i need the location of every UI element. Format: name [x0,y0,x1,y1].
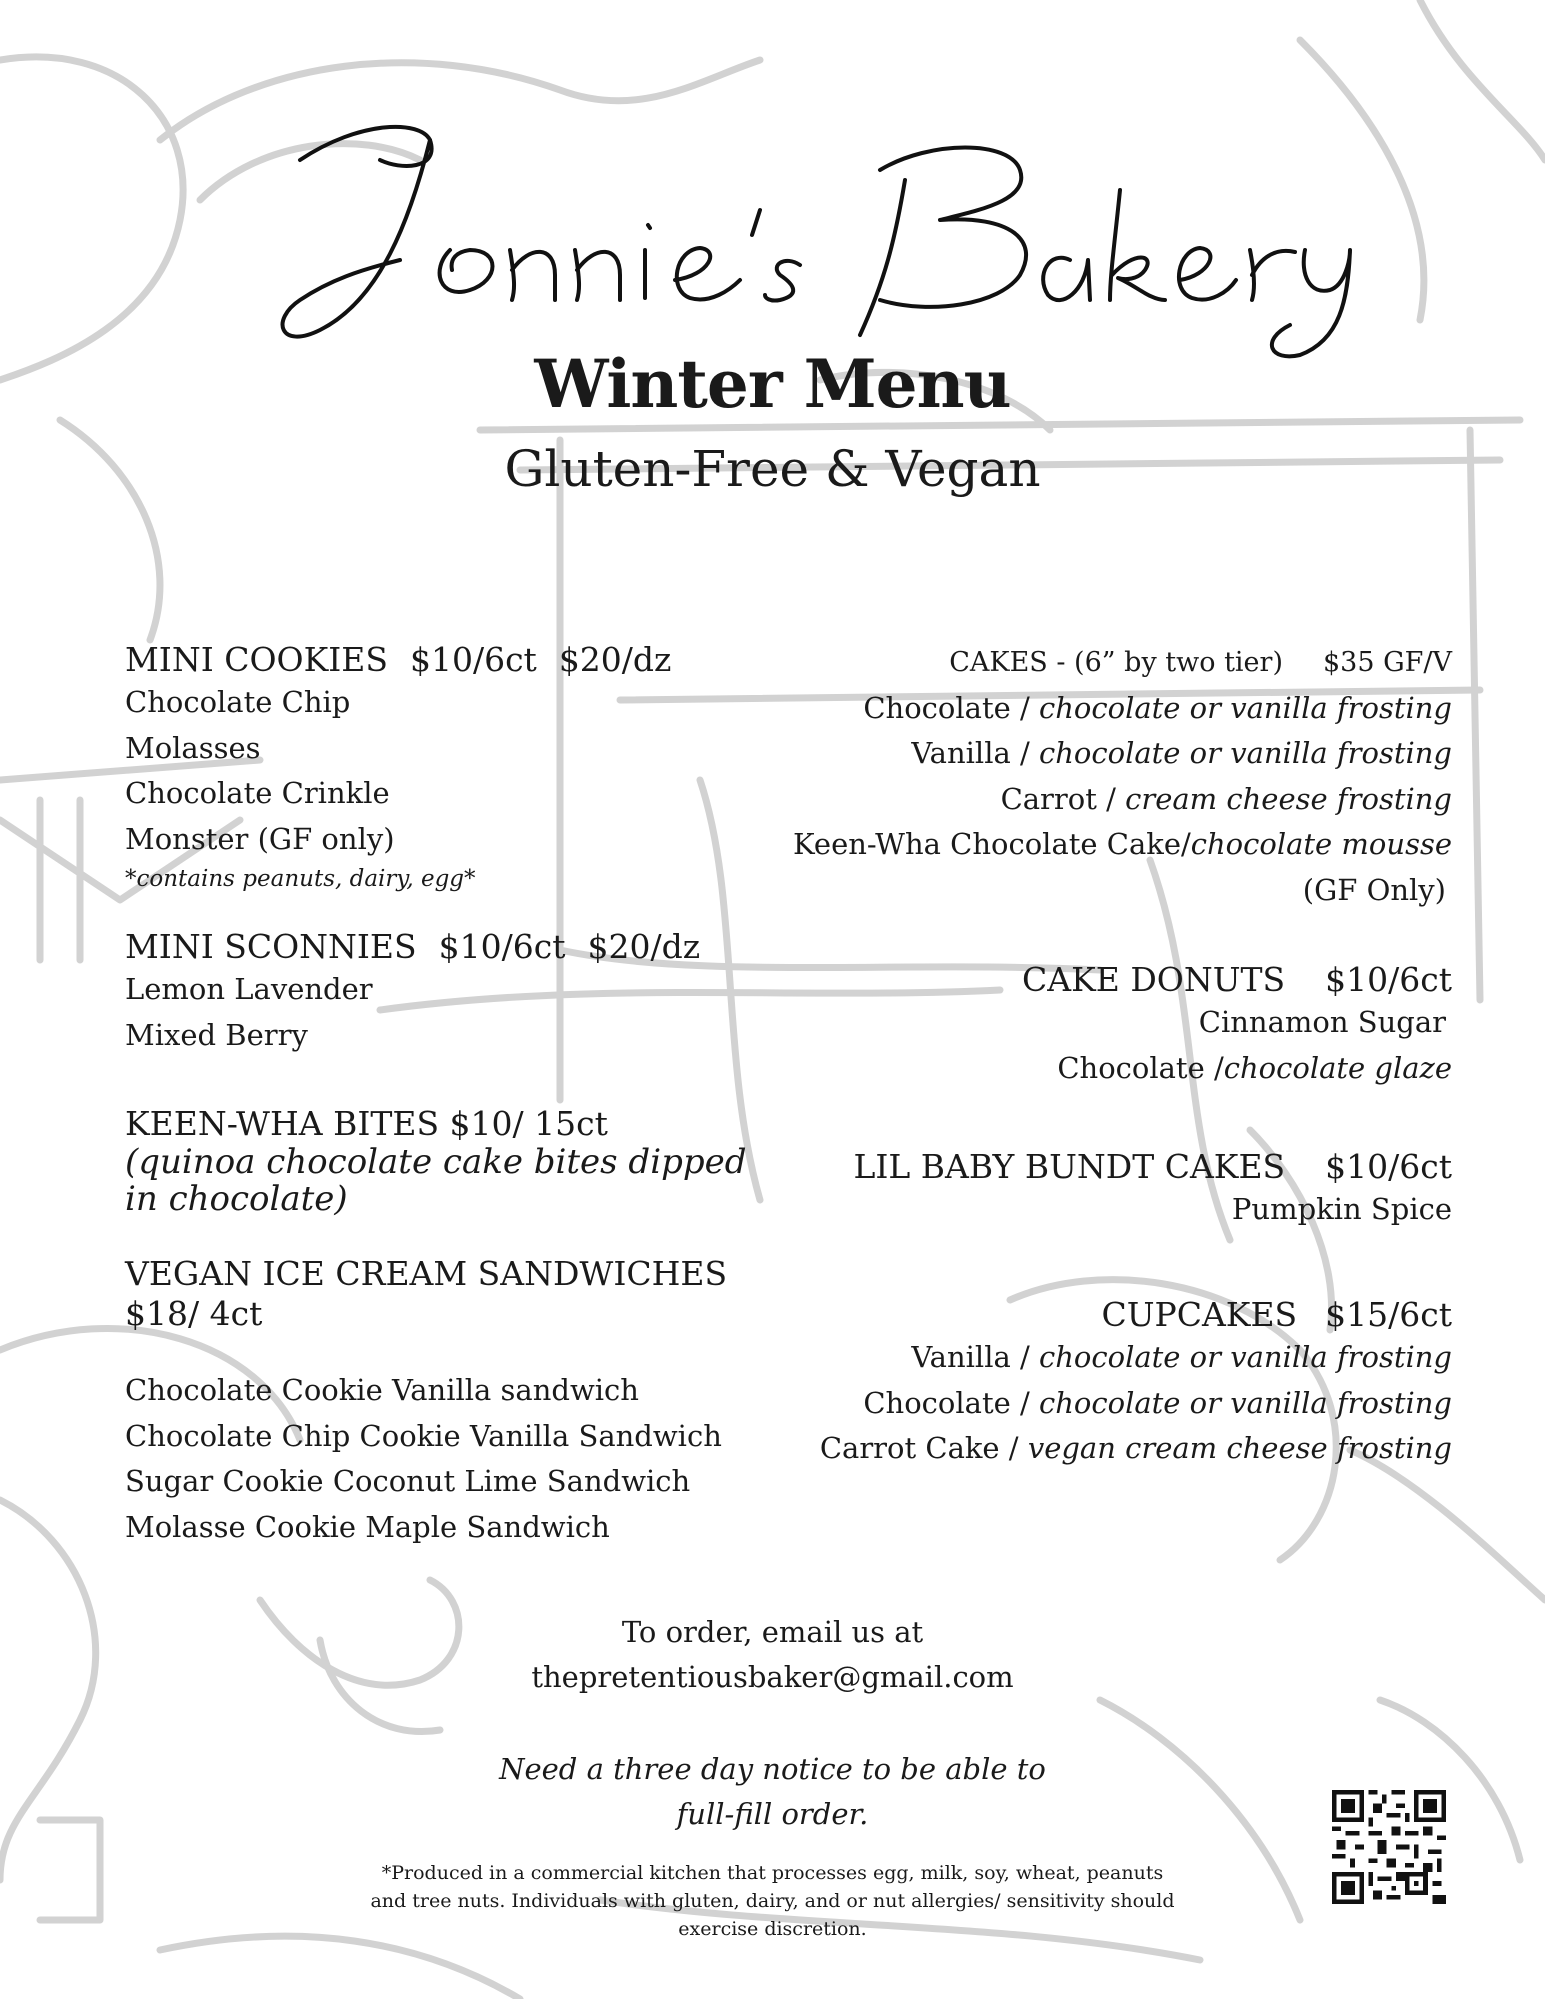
mini-sconnies-section [125,927,765,1058]
list-item: Sugar Cookie Coconut Lime Sandwich [125,1464,691,1498]
list-item [692,1426,1452,1472]
flavor: Chocolate / [863,690,1039,725]
cupcakes-price: $15/6ct [1325,1295,1452,1334]
page-title: Winter Menu [534,345,1011,423]
frosting: chocolate or vanilla frosting [1038,690,1452,725]
frosting: chocolate or vanilla frosting [1038,736,1452,770]
cupcakes-name: CUPCAKES [1101,1295,1298,1334]
disclaimer-line: *Produced in a commercial kitchen that processes egg, milk, soy, wheat, peanuts [381,1862,1164,1884]
flavor: Chocolate / [863,1385,1039,1420]
list-item: Lemon Lavender [125,972,373,1006]
disclaimer-line: and tree nuts. Individuals with gluten, dairy, and or nut allergies/ sensitivity should [370,1890,1175,1912]
list-item: Pumpkin Spice [1231,1192,1452,1226]
cakes-name: CAKES - (6” by two tier) [949,647,1283,678]
keen-wha-bites-description-line2: in chocolate) [125,1179,348,1219]
allergy-disclaimer [0,1859,1545,1943]
bundt-cakes-price: $10/6ct [1325,1147,1452,1186]
qr-code-icon[interactable] [1332,1790,1446,1904]
keen-wha-bites-section [125,1104,765,1218]
flavor: Carrot Cake / [819,1431,1028,1465]
flavor: Keen-Wha Chocolate Cake/ [793,827,1191,861]
allergen-note: *contains peanuts, dairy, egg* [125,866,476,892]
list-item [692,686,1452,732]
cupcakes-section [692,1295,1452,1472]
bundt-cakes-section [692,1147,1452,1233]
mini-cookies-name: MINI COOKIES [125,640,388,679]
cake-donuts-name: CAKE DONUTS [1022,960,1286,999]
list-item [692,822,1452,868]
frosting: chocolate mousse [1190,827,1452,861]
list-item: Chocolate Cookie Vanilla sandwich [125,1373,639,1407]
list-item [692,1335,1452,1381]
mini-sconnies-name: MINI SCONNIES [125,927,417,966]
bundt-cakes-heading [692,1147,1452,1187]
cakes-heading [692,640,1452,686]
frosting: vegan cream cheese frosting [1027,1431,1452,1465]
list-item: Molasse Cookie Maple Sandwich [125,1509,610,1544]
notice-line: full-fill order. [676,1797,869,1831]
frosting: chocolate or vanilla frosting [1038,1340,1452,1374]
keen-wha-bites-heading: KEEN-WHA BITES $10/ 15ct [125,1104,608,1143]
ice-cream-sandwiches-list [125,1368,765,1550]
order-instruction: To order, email us at [621,1615,924,1649]
flavor: Chocolate / [1057,1050,1224,1085]
disclaimer-line: exercise discretion. [678,1918,867,1940]
frosting: chocolate or vanilla frosting [1038,1385,1452,1420]
list-item: Cinnamon Sugar [1198,1005,1446,1039]
mini-sconnies-price-6ct: $10/6ct [438,927,566,966]
list-item: Chocolate Chip [125,685,351,719]
ice-cream-sandwiches-price: $18/ 4ct [125,1294,263,1333]
list-item [692,1381,1452,1427]
ice-cream-sandwiches-heading: VEGAN ICE CREAM SANDWICHES [125,1254,728,1293]
mini-cookies-price-6ct: $10/6ct [409,640,537,679]
list-item [692,1046,1452,1092]
list-item: Molasses [125,730,261,765]
list-item [692,731,1452,777]
cakes-gf-note: (GF Only) [1302,872,1446,907]
cake-donuts-heading [692,960,1452,1000]
bakery-script-logo [0,100,1545,360]
bundt-cakes-name: LIL BABY BUNDT CAKES [853,1147,1286,1186]
flavor: Vanilla / [911,736,1039,770]
glaze: chocolate glaze [1223,1050,1452,1085]
flavor: Carrot / [1000,781,1126,816]
ice-cream-sandwiches-section [125,1254,765,1334]
cake-donuts-section [692,960,1452,1091]
page-subtitle: Gluten-Free & Vegan [504,440,1041,498]
list-item: Monster (GF only) [125,821,395,856]
flavor: Vanilla / [911,1340,1039,1374]
keen-wha-bites-description-line1: (quinoa chocolate cake bites dipped [125,1142,747,1182]
list-item: Chocolate Crinkle [125,776,390,810]
mini-cookies-heading [125,640,765,680]
cake-donuts-price: $10/6ct [1325,960,1452,999]
list-item [692,777,1452,823]
mini-cookies-price-dozen: $20/dz [558,640,672,679]
cakes-section [692,640,1452,913]
mini-cookies-section [125,640,765,896]
order-info [0,1610,1545,1700]
order-email-link[interactable]: thepretentiousbaker@gmail.com [531,1660,1014,1694]
list-item: Chocolate Chip Cookie Vanilla Sandwich [125,1418,722,1453]
notice-info [0,1747,1545,1837]
frosting: cream cheese frosting [1125,781,1452,816]
notice-line: Need a three day notice to be able to [499,1752,1046,1786]
cakes-price: $35 GF/V [1322,647,1452,678]
mini-sconnies-price-dozen: $20/dz [587,927,701,966]
list-item: Mixed Berry [125,1017,308,1052]
cupcakes-heading [692,1295,1452,1335]
mini-sconnies-heading [125,927,765,967]
